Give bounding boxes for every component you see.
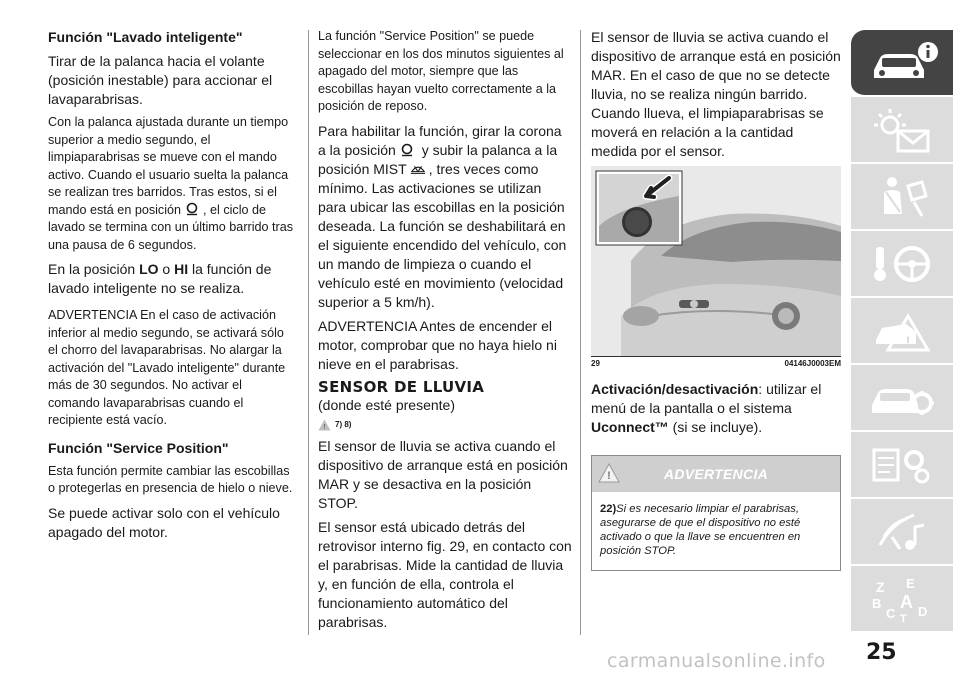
tab-specs[interactable]	[851, 432, 953, 499]
figure-code: 04146J0003EM	[784, 359, 841, 368]
gears-icon	[862, 440, 942, 490]
tab-car-info[interactable]	[851, 30, 953, 97]
warning-refs	[318, 419, 572, 431]
column-3	[591, 28, 841, 571]
column-divider	[580, 30, 581, 635]
para-lavado-2: Con la palanca ajustada durante un tiempo superior a medio segundo, el limpiaparabrisas se mueve con el mando activo. Cuando el usuario suelta la palanca se realizan tres barridos. Tras estos, si el mando está en posición , el ciclo de lavado se termina con un último barrido tras una pausa de 6 segundos.	[48, 115, 294, 252]
para-advertencia-hielo: ADVERTENCIA Antes de encender el motor, comprobar que no haya hielo ni nieve en el parabrisas.	[318, 317, 557, 372]
warning-title: ADVERTENCIA	[663, 466, 769, 482]
figure-29-rain-sensor	[591, 166, 841, 356]
para-advertencia-lavado: ADVERTENCIA En el caso de activación inferior al medio segundo, se activará sólo el chorro del lavaparabrisas. No alargar la activación del "Lavado inteligente" durante más de 30 segundos. No activar el comando lavaparabrisas cuando el recipiente está vacío.	[48, 308, 286, 427]
para-sensor-1: El sensor de lluvia se activa cuando el dispositivo de arranque está en posición MAR y se desactiva en la posición STOP.	[318, 437, 568, 511]
tab-safety[interactable]	[851, 164, 953, 231]
figure-number: 29	[591, 359, 600, 368]
mist-wiper-icon	[410, 162, 426, 176]
heading-lavado-inteligente: Función "Lavado inteligente"	[48, 29, 243, 45]
column-1	[48, 28, 296, 547]
figure-caption	[591, 356, 841, 368]
para-service-3: La función "Service Position" se puede seleccionar en los dos minutos siguientes al apagado del motor, siempre que las escobillas hayan vuelto correctamente a la posición de reposo.	[318, 29, 564, 113]
tab-emergency[interactable]	[851, 298, 953, 365]
para-activacion: Activación/desactivación: utilizar el menú de la pantalla o el sistema Uconnect™ (si se incluye).	[591, 381, 822, 435]
column-divider	[308, 30, 309, 635]
multimedia-icon	[862, 507, 942, 557]
heading-service-position: Función "Service Position"	[48, 439, 229, 456]
warning-triangle-icon	[318, 419, 331, 431]
svg-text:E: E	[906, 575, 915, 591]
para-service-4: Para habilitar la función, girar la corona a la posición y subir la palanca a la posición MIST , tres veces como mínimo. Las activaciones se utilizan para ubicar las escobillas en la posición deseada. La función se deshabilitará en el siguiente encendido del vehículo, con un mando de limpieza o cuando el vehículo esté en movimiento (velocidad superior a 5 km/h).	[318, 122, 567, 310]
warning-triangle-icon	[598, 463, 620, 483]
car-wrench-icon	[862, 373, 942, 423]
car-photo	[591, 166, 841, 356]
tab-multimedia[interactable]	[851, 499, 953, 566]
svg-text:!: !	[323, 423, 326, 431]
svg-text:B: B	[872, 595, 882, 611]
tab-index[interactable]	[851, 566, 953, 633]
alphabet-index-icon	[862, 574, 942, 624]
car-info-icon	[862, 38, 942, 88]
off-position-icon	[399, 143, 415, 157]
para-sensor-3: El sensor de lluvia se activa cuando el dispositivo de arranque está en posición MAR. En el caso de que no se detecte lluvia, no se realiza ningún barrido. Cuando llueva, el limpiaparabrisas se moverá en relación a la cantidad medida por el sensor.	[591, 29, 841, 159]
svg-text:D: D	[918, 603, 928, 619]
seatbelt-airbag-icon	[862, 172, 942, 222]
emergency-icon	[862, 306, 942, 356]
chapter-tabs	[851, 30, 953, 633]
tab-maintenance[interactable]	[851, 365, 953, 432]
svg-text:T: T	[900, 612, 907, 624]
key-steering-wheel-icon	[862, 239, 942, 289]
para-lavado-1: Tirar de la palanca hacia el volante (posición inestable) para accionar el lavaparabrisas.	[48, 53, 273, 107]
para-sensor-2: El sensor está ubicado detrás del retrovisor interno fig. 29, en contacto con el parabrisas. Mide la cantidad de lluvia y, en función de ella, controla el funcionamiento automático del parabrisas.	[318, 518, 572, 630]
svg-text:A: A	[900, 591, 913, 612]
heading-sensor-lluvia: SENSOR DE LLUVIA	[318, 377, 485, 396]
warning-box	[591, 455, 841, 571]
sensor-subtitle: (donde esté presente)	[318, 396, 455, 413]
svg-text:Z: Z	[876, 578, 885, 595]
para-service-1: Esta función permite cambiar las escobillas o protegerlas en presencia de hielo o nieve.	[48, 463, 293, 495]
svg-text:C: C	[886, 605, 896, 621]
tab-driving[interactable]	[851, 231, 953, 298]
off-position-icon	[184, 202, 200, 216]
svg-text:!: !	[905, 332, 911, 349]
page-number: 25	[866, 640, 897, 665]
warning-body: 22)Si es necesario limpiar el parabrisas, asegurarse de que el dispositivo no esté activado o que la llave se encuentren en posición STOP.	[600, 503, 801, 557]
refs-text: 7) 8)	[335, 420, 352, 429]
para-lavado-3: En la posición LO o HI la función de lavado inteligente no se realiza.	[48, 261, 272, 296]
tab-lights-messages[interactable]	[851, 97, 953, 164]
lights-envelope-icon	[862, 105, 942, 155]
warning-header	[592, 456, 840, 492]
svg-text:!: !	[607, 470, 611, 482]
para-service-2: Se puede activar solo con el vehículo apagado del motor.	[48, 504, 280, 540]
column-2	[318, 28, 572, 637]
watermark[interactable]: carmanualsonline.info	[607, 650, 826, 672]
